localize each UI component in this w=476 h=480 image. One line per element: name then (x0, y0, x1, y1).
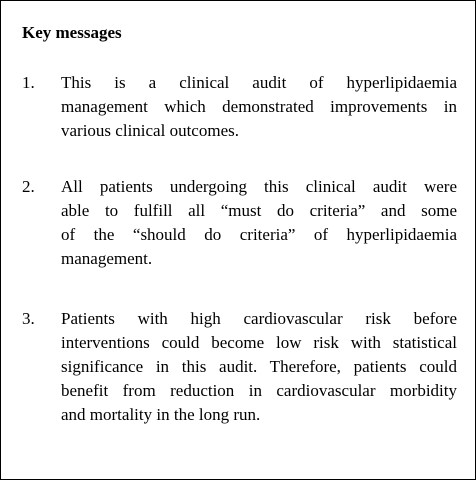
key-message-text-line: benefit from reduction in cardiovascular morbidity (61, 381, 457, 400)
key-message-number: 3. (22, 309, 35, 328)
key-message-number: 2. (22, 177, 35, 196)
key-message-number: 1. (22, 73, 35, 92)
key-messages-list (1, 1, 475, 479)
key-message-text-line: interventions could become low risk with statistical (61, 333, 457, 352)
key-message-text-line: This is a clinical audit of hyperlipidaemia (61, 73, 457, 92)
key-message-text-line: All patients undergoing this clinical audit were (61, 177, 457, 196)
key-message-text-line: management which demonstrated improvements in (61, 97, 457, 116)
key-message-text-line: management. (61, 249, 153, 268)
key-message-text-line: able to fulfill all “must do criteria” and some (61, 201, 457, 220)
key-message-text-line: Patients with high cardiovascular risk before (61, 309, 457, 328)
key-messages-heading: Key messages (22, 23, 122, 42)
key-message-text-line: and mortality in the long run. (61, 405, 261, 424)
key-message-text-line: various clinical outcomes. (61, 121, 239, 140)
key-message-text-line: of the “should do criteria” of hyperlipidaemia (61, 225, 457, 244)
key-message-text-line: significance in this audit. Therefore, patients could (61, 357, 457, 376)
